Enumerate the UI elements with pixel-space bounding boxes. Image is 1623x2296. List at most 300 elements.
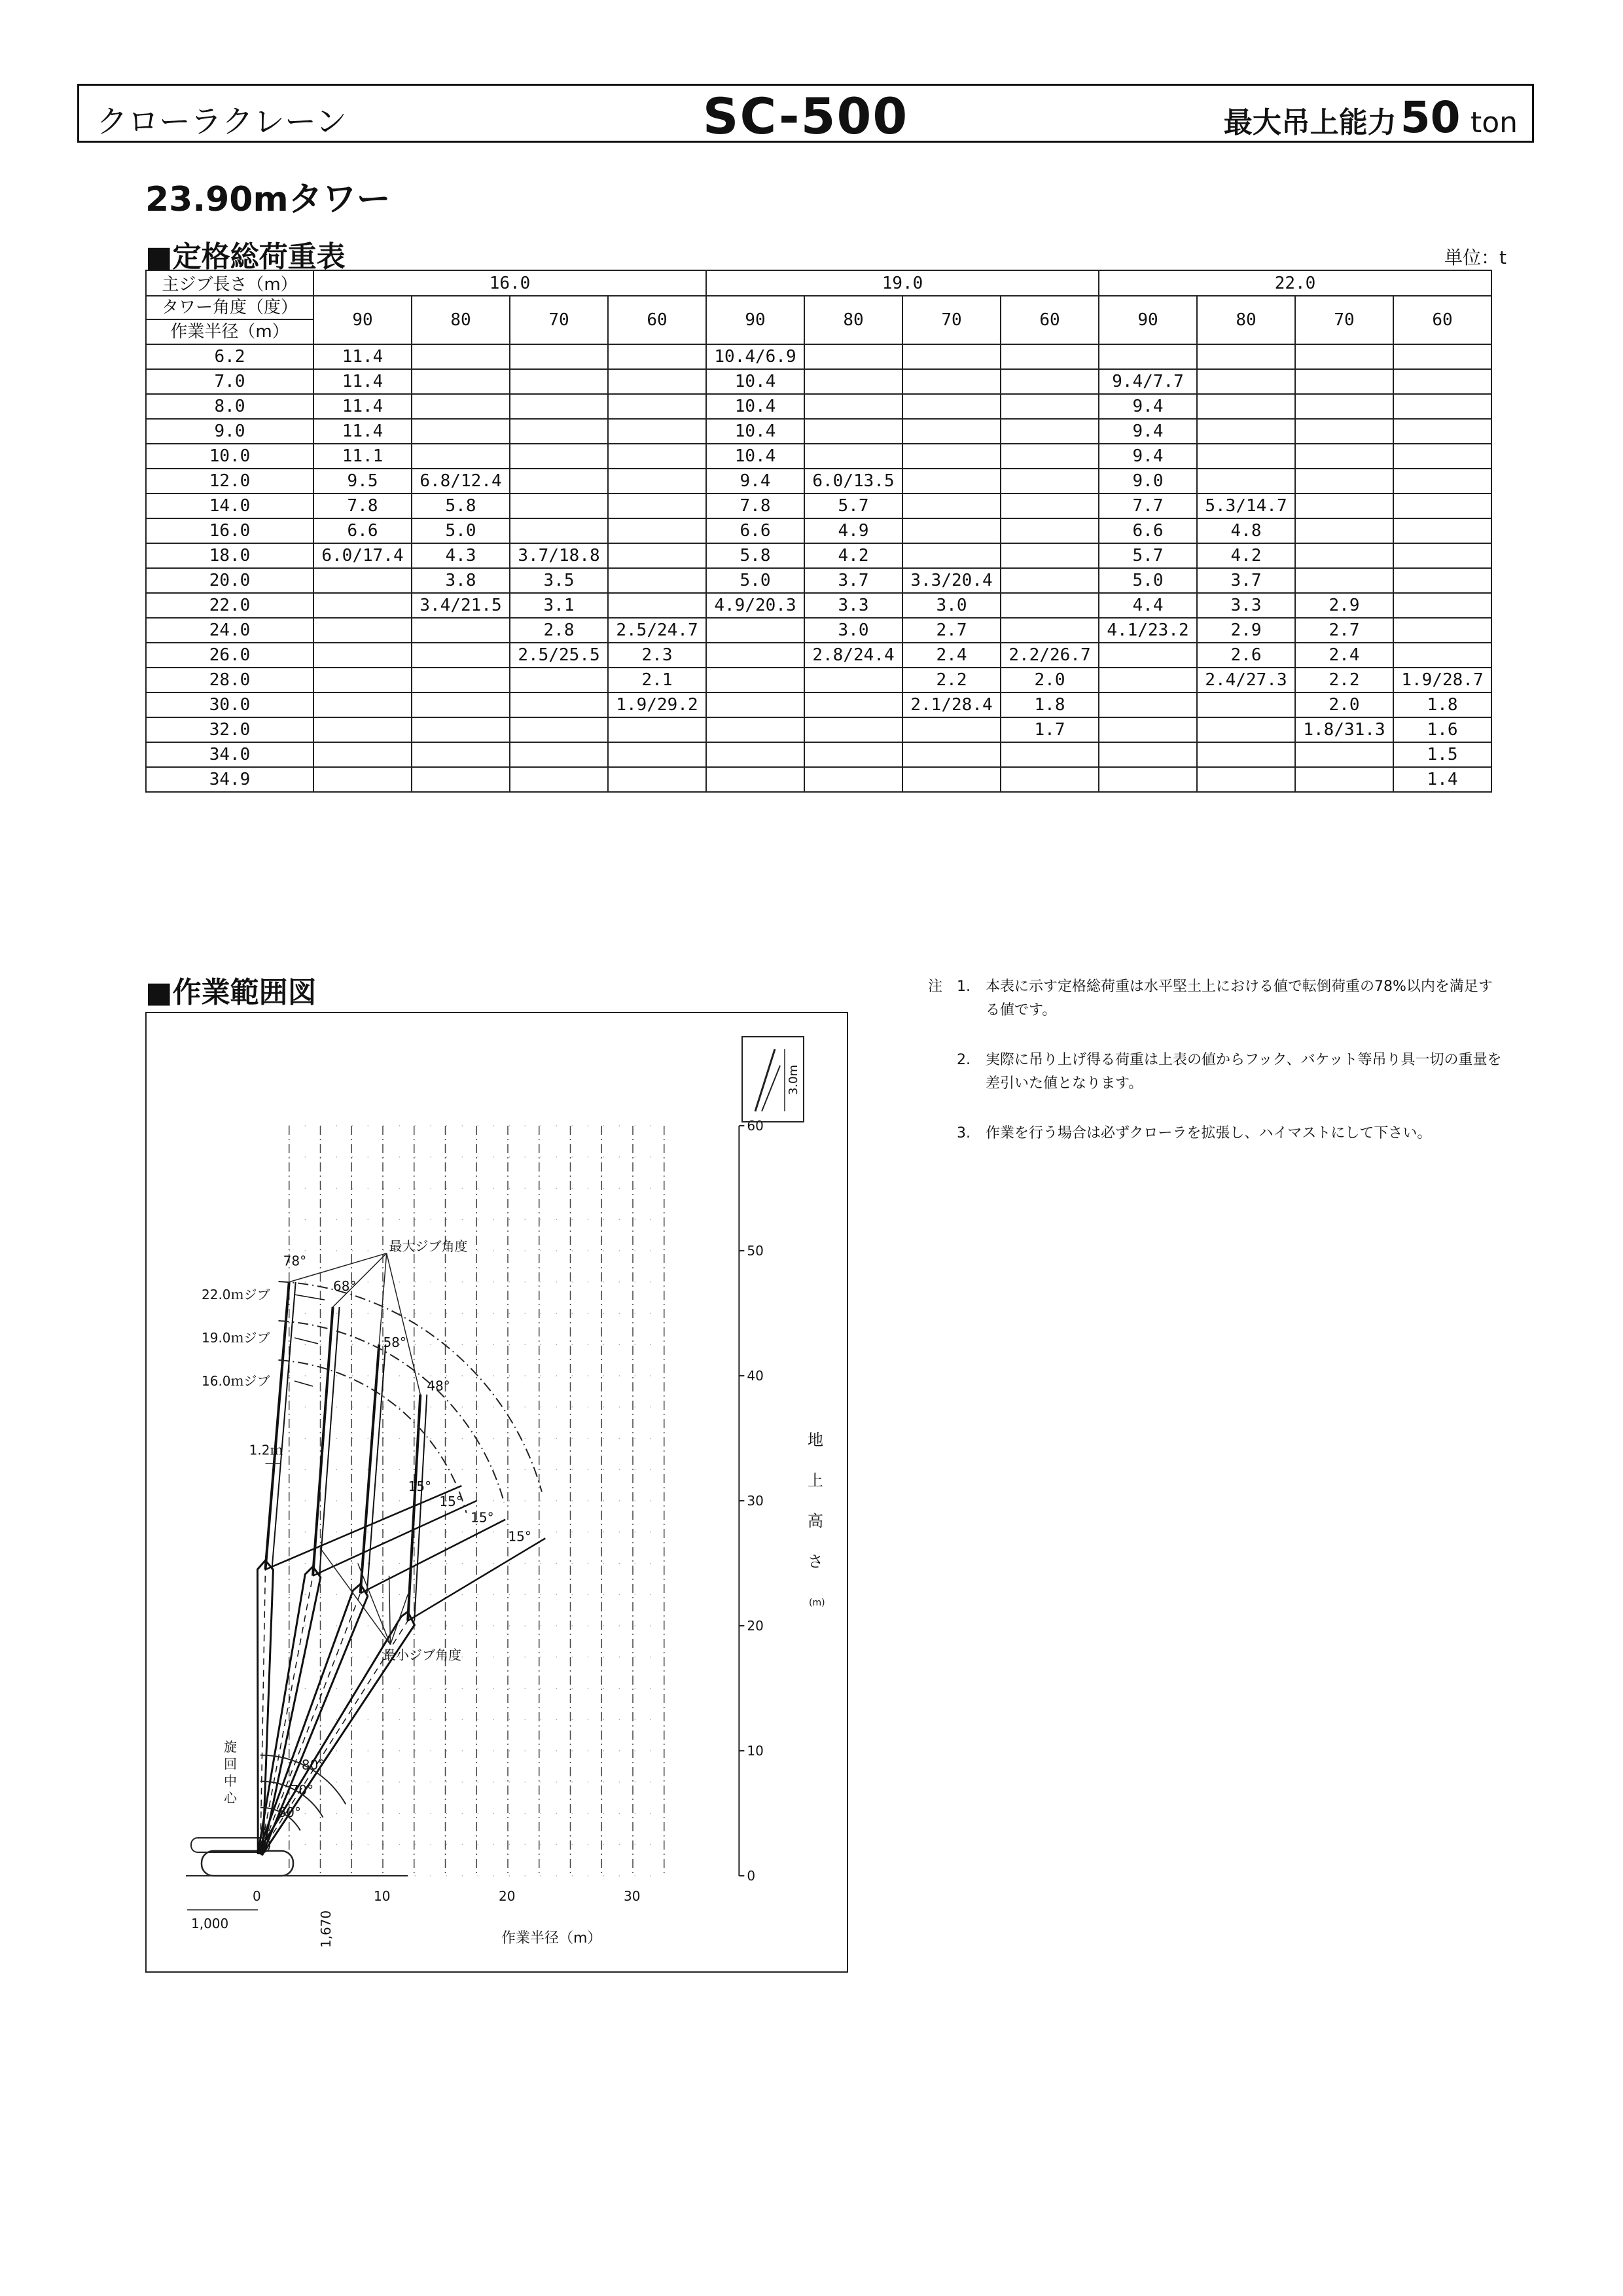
table-row [146,419,1491,444]
tower-angle-cell: 70 [1295,296,1393,344]
center-label: 回 [224,1756,237,1772]
load-cell [804,344,902,369]
load-cell [1295,543,1393,568]
tower-angle-label: 70° [290,1782,314,1798]
rated-load-table [145,270,1492,793]
load-cell [1197,742,1295,767]
jib-group-22: 22.0 [1099,270,1491,296]
capacity-value: 50 [1400,92,1461,143]
load-cell [1393,493,1491,518]
table-row [146,692,1491,717]
load-cell: 2.4 [902,643,1001,668]
max-capacity [1224,92,1518,143]
table-row [146,668,1491,692]
working-range-svg [147,1013,849,1974]
crawler-body [202,1851,293,1876]
jib-length-label: 19.0ｍジブ [202,1330,270,1346]
load-cell: 6.6 [313,518,412,543]
load-cell: 1.8/31.3 [1295,717,1393,742]
x-tick-label: 10 [374,1888,391,1904]
load-cell: 11.4 [313,394,412,419]
load-cell [1001,469,1099,493]
table-row [146,394,1491,419]
load-cell: 1.5 [1393,742,1491,767]
load-cell [608,444,706,469]
load-cell [804,692,902,717]
load-cell: 10.4 [706,369,804,394]
note-item [928,1049,1504,1096]
load-cell [608,717,706,742]
load-cell [1295,419,1393,444]
note-number: 2. [957,1052,971,1068]
load-cell: 2.7 [1295,618,1393,643]
note-item [928,975,1504,1022]
load-cell [804,369,902,394]
note-number: 3. [957,1125,971,1141]
x-axis-label: 作業半径（m） [501,1930,602,1946]
leader-line [390,1594,408,1644]
load-cell [412,692,510,717]
y-tick-label: 50 [747,1243,764,1259]
radius-cell: 9.0 [146,419,313,444]
min-jib-angle-label: 最小ジブ角度 [383,1647,461,1663]
tower-angle-cell: 70 [510,296,608,344]
load-cell [1001,394,1099,419]
load-cell [313,767,412,792]
load-cell [1197,767,1295,792]
load-cell: 7.8 [313,493,412,518]
table-row [146,444,1491,469]
note-number: 1. [957,978,971,995]
radius-header: 作業半径（m） [170,322,289,342]
radius-cell: 10.0 [146,444,313,469]
load-cell [1295,394,1393,419]
load-cell [1099,668,1197,692]
load-cell: 4.2 [1197,543,1295,568]
load-cell [1393,469,1491,493]
jib-min [361,1520,506,1594]
load-cell [804,767,902,792]
leader-line [389,1576,391,1645]
load-cell [804,742,902,767]
angle-radius-header [146,296,313,344]
load-cell: 5.0 [1099,568,1197,593]
load-cell: 4.8 [1197,518,1295,543]
diagram-title: ■作業範囲図 [145,976,317,1009]
table-row [146,618,1491,643]
radius-cell: 22.0 [146,593,313,618]
load-cell [902,469,1001,493]
note-text: 実際に吊り上げ得る荷重は上表の値からフック、バケット等吊り具一切の重量を差引いた値となります。 [986,1052,1502,1092]
load-cell [313,692,412,717]
load-cell [1393,518,1491,543]
radius-cell: 24.0 [146,618,313,643]
load-cell: 7.7 [1099,493,1197,518]
load-cell [1393,444,1491,469]
load-cell: 2.4/27.3 [1197,668,1295,692]
radius-cell: 12.0 [146,469,313,493]
load-cell: 1.8 [1001,692,1099,717]
load-cell: 10.4 [706,394,804,419]
leader-line [321,1549,391,1645]
load-cell: 3.0 [804,618,902,643]
load-cell [313,568,412,593]
load-cell [510,668,608,692]
max-angle-label: 58° [383,1334,406,1350]
load-cell [706,668,804,692]
jib-length-label: 16.0ｍジブ [202,1373,270,1389]
tower-angle-cell: 80 [804,296,902,344]
radius-cell: 32.0 [146,717,313,742]
load-cell [510,767,608,792]
tower-angle-cell: 90 [1099,296,1197,344]
load-cell [1001,742,1099,767]
y-tick-label: 20 [747,1618,764,1634]
load-cell [1001,419,1099,444]
load-cell: 10.4 [706,444,804,469]
load-cell: 9.4 [706,469,804,493]
radius-cell: 14.0 [146,493,313,518]
note-text: 作業を行う場合は必ずクローラを拡張し、ハイマストにして下さい。 [986,1125,1432,1141]
load-cell: 3.7 [1197,568,1295,593]
table-row [146,543,1491,568]
load-cell [1001,369,1099,394]
load-cell: 11.4 [313,419,412,444]
min-angle-label: 15° [439,1493,463,1509]
load-cell [608,419,706,444]
tower-angle-cell: 60 [1001,296,1099,344]
table-row [146,742,1491,767]
table-row [146,469,1491,493]
load-cell: 6.6 [1099,518,1197,543]
load-cell [412,767,510,792]
load-cell [608,518,706,543]
table-row [146,518,1491,543]
load-cell [608,344,706,369]
radius-cell: 30.0 [146,692,313,717]
load-cell: 1.6 [1393,717,1491,742]
y-tick-label: 0 [747,1868,756,1884]
load-cell [1099,742,1197,767]
load-cell: 9.4/7.7 [1099,369,1197,394]
load-cell [1001,618,1099,643]
tower-angle-cell: 80 [412,296,510,344]
table-row [146,493,1491,518]
unit-label: 単位：t [1444,247,1507,268]
load-cell: 10.4/6.9 [706,344,804,369]
load-cell [412,742,510,767]
load-cell [902,767,1001,792]
load-cell: 2.4 [1295,643,1393,668]
tower-angle-cell: 90 [313,296,412,344]
x-tick-label: 20 [499,1888,516,1904]
tower-angle-cell: 80 [1197,296,1295,344]
table-title: ■定格総荷重表 [145,240,346,274]
load-cell [608,394,706,419]
min-angle-label: 15° [408,1478,432,1494]
y-axis-label: 高 [808,1512,823,1530]
load-cell [1001,767,1099,792]
load-cell [510,369,608,394]
load-cell [1001,593,1099,618]
load-cell: 2.9 [1295,593,1393,618]
load-cell [902,717,1001,742]
y-axis-label: さ [808,1552,823,1571]
load-cell [706,618,804,643]
load-cell [1001,543,1099,568]
x-tick-label: 0 [253,1888,261,1904]
load-cell [510,518,608,543]
jib-max [265,1282,289,1570]
load-cell [902,444,1001,469]
load-cell [1295,742,1393,767]
load-cell: 2.1 [608,668,706,692]
load-cell [1001,518,1099,543]
load-cell [412,369,510,394]
load-cell: 9.4 [1099,394,1197,419]
y-tick-label: 30 [747,1493,764,1509]
jib-length-header: 主ジブ長さ（m） [146,270,313,296]
load-cell [902,742,1001,767]
load-cell: 1.9/28.7 [1393,668,1491,692]
y-axis-unit: (m) [809,1598,825,1608]
load-cell: 2.0 [1001,668,1099,692]
load-cell [510,742,608,767]
load-cell: 2.6 [1197,643,1295,668]
load-cell [1295,344,1393,369]
load-cell [1295,444,1393,469]
table-row [146,643,1491,668]
radius-cell: 34.0 [146,742,313,767]
load-cell: 2.0 [1295,692,1393,717]
load-cell [510,692,608,717]
load-cell [412,419,510,444]
load-cell: 5.8 [412,493,510,518]
jib-length-label: 22.0ｍジブ [202,1287,270,1302]
table-row [146,369,1491,394]
load-cell [1393,593,1491,618]
load-cell [1295,767,1393,792]
load-cell [1197,444,1295,469]
load-cell [1099,344,1197,369]
table-row [146,767,1491,792]
tower-angle-label: 60° [277,1804,302,1821]
load-cell [804,717,902,742]
load-cell [313,618,412,643]
load-cell [1393,568,1491,593]
center-label: 旋 [224,1739,237,1755]
load-cell [412,394,510,419]
load-cell [313,643,412,668]
load-cell [1393,618,1491,643]
load-cell: 5.7 [804,493,902,518]
machine-type: クローラクレーン [96,103,348,140]
center-label: 中 [224,1773,237,1789]
load-cell [412,618,510,643]
load-cell: 3.1 [510,593,608,618]
load-cell [804,419,902,444]
load-cell: 5.0 [706,568,804,593]
load-cell [902,369,1001,394]
y-tick-label: 40 [747,1368,764,1384]
tower-angle-header: タワー角度（度） [147,296,313,320]
load-cell [1295,518,1393,543]
load-cell [902,493,1001,518]
load-cell [608,369,706,394]
load-cell [510,717,608,742]
load-cell: 2.2 [1295,668,1393,692]
load-cell [1001,344,1099,369]
load-cell [313,593,412,618]
model-name: SC-500 [702,87,909,145]
tower-title: 23.90mタワー [145,180,391,219]
load-cell [510,419,608,444]
leader-line [358,1564,391,1645]
jib-group-19: 19.0 [706,270,1099,296]
min-angle-label: 15° [508,1528,531,1545]
load-cell [1393,643,1491,668]
load-cell: 2.8/24.4 [804,643,902,668]
min-angle-label: 15° [471,1509,494,1526]
capacity-unit: ton [1470,106,1518,139]
load-cell [412,444,510,469]
load-cell: 6.0/17.4 [313,543,412,568]
load-cell: 3.3/20.4 [902,568,1001,593]
load-cell [510,469,608,493]
load-cell [313,742,412,767]
load-cell [1197,344,1295,369]
load-cell [510,444,608,469]
load-cell [1099,692,1197,717]
load-cell [1001,493,1099,518]
capacity-label: 最大吊上能力 [1223,106,1397,139]
load-cell [706,692,804,717]
load-cell: 1.8 [1393,692,1491,717]
load-cell [706,742,804,767]
note-item [928,1122,1504,1145]
load-cell [1197,419,1295,444]
load-cell [608,493,706,518]
load-cell [1295,369,1393,394]
radius-cell: 28.0 [146,668,313,692]
inset-jib-icon [762,1066,780,1111]
working-range-diagram [145,1012,848,1973]
load-cell: 2.2/26.7 [1001,643,1099,668]
load-cell: 4.3 [412,543,510,568]
load-cell [608,593,706,618]
dim-label: 1,670 [317,1910,334,1948]
max-jib-angle-label: 最大ジブ角度 [389,1238,468,1254]
load-cell [902,518,1001,543]
load-cell: 2.2 [902,668,1001,692]
max-angle-label: 78° [283,1253,307,1269]
load-cell [1393,543,1491,568]
load-cell [706,717,804,742]
load-cell: 9.0 [1099,469,1197,493]
load-cell: 4.1/23.2 [1099,618,1197,643]
load-cell: 9.5 [313,469,412,493]
load-cell: 2.5/24.7 [608,618,706,643]
load-cell [412,643,510,668]
tower-angle-cell: 60 [608,296,706,344]
load-cell [902,394,1001,419]
load-cell: 4.9 [804,518,902,543]
load-cell [1197,717,1295,742]
load-cell [1197,394,1295,419]
load-cell [608,742,706,767]
radius-cell: 8.0 [146,394,313,419]
load-cell: 11.4 [313,369,412,394]
max-angle-label: 48° [427,1378,450,1394]
load-cell: 3.4/21.5 [412,593,510,618]
y-tick-label: 60 [747,1118,764,1134]
load-cell: 9.4 [1099,419,1197,444]
range-arc [278,1282,541,1492]
tower-angle-cell: 60 [1393,296,1491,344]
load-cell [608,767,706,792]
load-cell [412,717,510,742]
load-cell [608,543,706,568]
note-text: 本表に示す定格総荷重は水平堅土上における値で転倒荷重の78%以内を満足する値です。 [986,978,1493,1018]
load-cell: 1.7 [1001,717,1099,742]
tower-angle-cell: 70 [902,296,1001,344]
load-cell [313,717,412,742]
load-cell [510,344,608,369]
load-cell [706,643,804,668]
load-cell [706,767,804,792]
load-cell [1197,369,1295,394]
load-cell [1393,369,1491,394]
load-cell [1393,394,1491,419]
load-cell: 5.7 [1099,543,1197,568]
load-cell: 2.8 [510,618,608,643]
load-cell [804,394,902,419]
load-cell: 1.9/29.2 [608,692,706,717]
inset-label: 3.0m [787,1064,800,1095]
load-cell [902,543,1001,568]
load-cell: 3.3 [804,593,902,618]
load-cell [804,668,902,692]
load-cell [1393,419,1491,444]
tower-angle-label: 80° [301,1757,325,1773]
load-cell: 10.4 [706,419,804,444]
table-row [146,344,1491,369]
load-cell: 7.8 [706,493,804,518]
load-cell [1393,344,1491,369]
load-cell: 11.4 [313,344,412,369]
table-row [146,717,1491,742]
y-axis-label: 地 [808,1431,823,1449]
page-header [77,84,1534,143]
load-cell [313,668,412,692]
load-cell [510,394,608,419]
load-cell: 4.4 [1099,593,1197,618]
radius-cell: 7.0 [146,369,313,394]
load-cell [902,419,1001,444]
load-cell [608,568,706,593]
load-cell: 6.8/12.4 [412,469,510,493]
load-cell: 9.4 [1099,444,1197,469]
load-cell: 6.6 [706,518,804,543]
load-cell: 4.2 [804,543,902,568]
load-cell: 3.5 [510,568,608,593]
load-cell: 2.3 [608,643,706,668]
radius-cell: 20.0 [146,568,313,593]
load-cell [412,668,510,692]
notes [928,975,1504,1172]
table-row [146,568,1491,593]
load-cell: 3.8 [412,568,510,593]
